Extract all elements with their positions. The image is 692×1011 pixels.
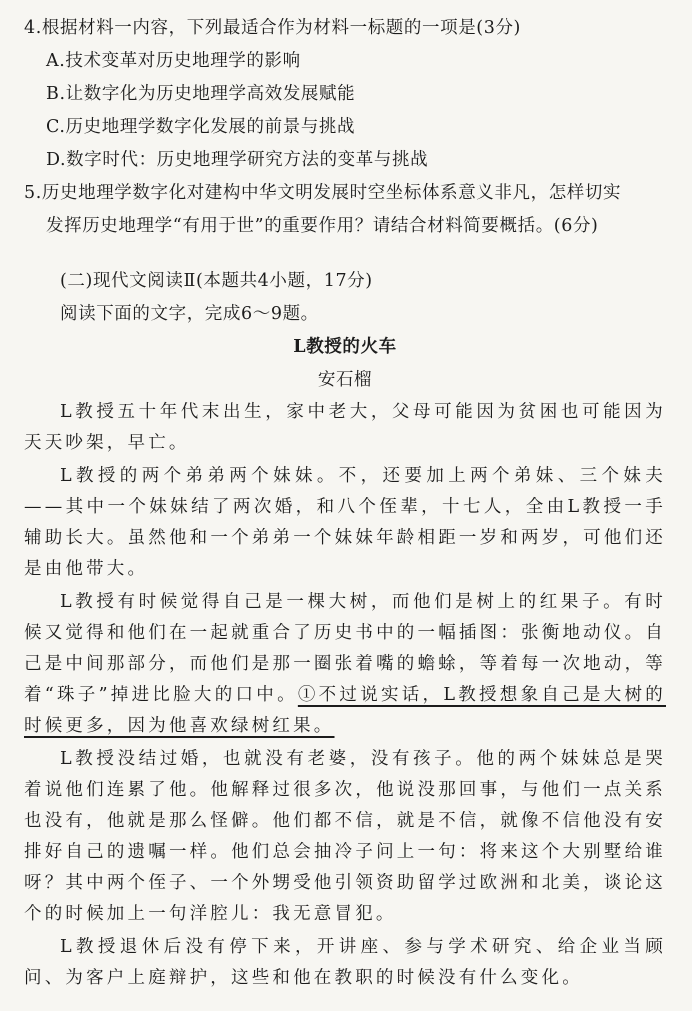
section-instruction: 阅读下面的文字，完成6～9题。 (60, 304, 319, 324)
story-author: 安石榴 (317, 370, 373, 390)
section-heading: (二)现代文阅读Ⅱ(本题共4小题，17分) (60, 271, 373, 291)
option-b: B.让数字化为历史地理学高效发展赋能 (46, 84, 356, 104)
question-4-stem: 4.根据材料一内容，下列最适合作为材料一标题的一项是(3分) (24, 18, 521, 38)
paragraph-2: L教授的两个弟弟两个妹妹。不，还要加上两个弟妹、三个妹夫——其中一个妹妹结了两次婚，和八个侄辈，十七人，全由L教授一手辅助长大。虽然他和一个弟弟一个妹妹年龄相距一岁和两岁，可他们还是由他带大。 (24, 466, 666, 579)
question-5 (24, 177, 666, 243)
paragraph-3 (24, 587, 666, 742)
paragraph-5: L教授退休后没有停下来，开讲座、参与学术研究、给企业当顾问、为客户上庭辩护，这些和他在教职的时候没有什么变化。 (24, 937, 666, 988)
underlined-sentence-1: ①不过说实话，L教授想象自己是大树的时候更多，因为他喜欢绿树红果。 (24, 685, 666, 736)
question-5-line-2: 发挥历史地理学“有用于世”的重要作用？请结合材料简要概括。(6分) (46, 216, 599, 236)
question-4 (24, 12, 666, 177)
paragraph-1: L教授五十年代末出生，家中老大，父母可能因为贫困也可能因为天天吵架，早亡。 (24, 402, 666, 453)
option-c: C.历史地理学数字化发展的前景与挑战 (46, 117, 356, 137)
option-a: A.技术变革对历史地理学的影响 (46, 51, 301, 71)
paragraph-4: L教授没结过婚，也就没有老婆，没有孩子。他的两个妹妹总是哭着说他们连累了他。他解释过很多次，他说没那回事，与他们一点关系也没有，他就是那么怪僻。他们都不信，就是不信，就像不信他没有安排好自己的遗嘱一样。他们总会抽冷子问上一句：将来这个大别墅给谁呀？其中两个侄子、一个外甥受他引领资助留学过欧洲和北美，谈论这个的时候加上一句洋腔儿：我无意冒犯。 (24, 749, 666, 924)
question-5-line-1: 5.历史地理学数字化对建构中华文明发展时空坐标体系意义非凡，怎样切实 (24, 183, 622, 203)
option-d: D.数字时代：历史地理学研究方法的变革与挑战 (46, 150, 429, 170)
story-title: L教授的火车 (293, 337, 397, 357)
paragraph-3-text: L教授有时候觉得自己是一棵大树，而他们是树上的红果子。有时候又觉得和他们在一起就重合了历史书中的一幅插图：张衡地动仪。自己是中间那部分，而他们是那一圈张着嘴的蟾蜍，等着每一次地动，等着“珠子”掉进比脸大的口中。 (24, 592, 666, 705)
story-body (24, 397, 666, 994)
